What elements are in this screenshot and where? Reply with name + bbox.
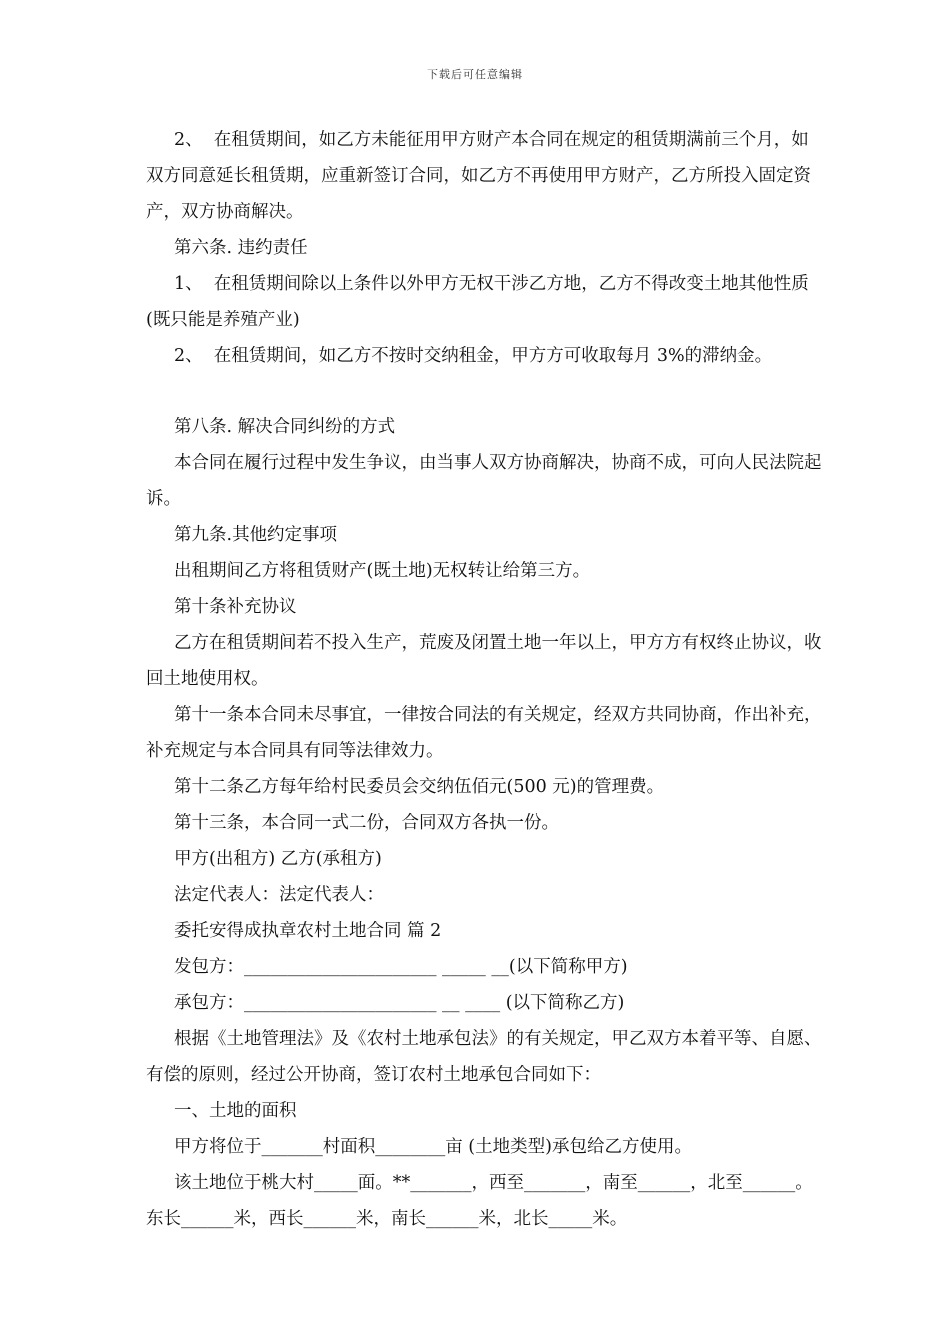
heading-land-area: 一、土地的面积 — [174, 1101, 297, 1121]
legal-representatives-line: 法定代表人：法定代表人： — [174, 885, 384, 905]
parties-line: 甲方(出租方) 乙方(承租方) — [174, 849, 382, 869]
paragraph-supplement: 乙方在租赁期间若不投入生产，荒废及闭置土地一年以上，甲方方有权终止协议，收回土地使用权。 — [146, 633, 822, 689]
paragraph-land-location: 甲方将位于_______村面积________亩 (土地类型)承包给乙方使用。 — [174, 1137, 692, 1157]
paragraph-article-13: 第十三条，本合同一式二份，合同双方各执一份。 — [174, 813, 559, 833]
paragraph-breach-2: 2、 在租赁期间，如乙方不按时交纳租金，甲方方可收取每月 3%的滞纳金。 — [174, 346, 773, 366]
heading-article-6: 第六条. 违约责任 — [174, 238, 308, 258]
paragraph-article-11: 第十一条本合同未尽事宜，一律按合同法的有关规定，经双方共同协商，作出补充，补充规定与本合同具有同等法律效力。 — [146, 705, 822, 761]
blank-line — [146, 374, 826, 409]
contractor-party-a-line: 发包方：______________________ _____ __(以下简称甲方) — [174, 957, 628, 977]
document-body — [146, 122, 826, 1237]
paragraph-legal-basis: 根据《土地管理法》及《农村土地承包法》的有关规定，甲乙双方本着平等、自愿、有偿的原则，经过公开协商，签订农村土地承包合同如下： — [146, 1029, 822, 1085]
paragraph-dispute: 本合同在履行过程中发生争议，由当事人双方协商解决，协商不成，可向人民法院起诉。 — [146, 453, 822, 509]
paragraph-breach-1: 1、 在租赁期间除以上条件以外甲方无权干涉乙方地，乙方不得改变土地其他性质(既只能是养殖产业) — [146, 274, 809, 330]
paragraph-transfer: 出租期间乙方将租赁财产(既土地)无权转让给第三方。 — [174, 561, 591, 581]
section-title-part-2: 委托安得成执章农村土地合同 篇 2 — [174, 921, 442, 941]
heading-article-8: 第八条. 解决合同纠纷的方式 — [174, 417, 396, 437]
page-header: 下载后可任意编辑 — [427, 68, 523, 81]
paragraph-lease-extension: 2、 在租赁期间，如乙方未能征用甲方财产本合同在规定的租赁期满前三个月，如双方同意延长租赁期，应重新签订合同，如乙方不再使用甲方财产，乙方所投入固定资产，双方协商解决。 — [146, 130, 811, 222]
paragraph-land-boundaries: 该土地位于桃大村_____面。**_______，西至_______，南至______，北至______。东长______米，西长______米，南长______米，北长_____米。 — [146, 1173, 813, 1229]
paragraph-article-12: 第十二条乙方每年给村民委员会交纳伍佰元(500 元)的管理费。 — [174, 777, 665, 797]
heading-article-10: 第十条补充协议 — [174, 597, 297, 617]
heading-article-9: 第九条.其他约定事项 — [174, 525, 338, 545]
contractor-party-b-line: 承包方：______________________ __ ____ (以下简称乙方) — [174, 993, 625, 1013]
